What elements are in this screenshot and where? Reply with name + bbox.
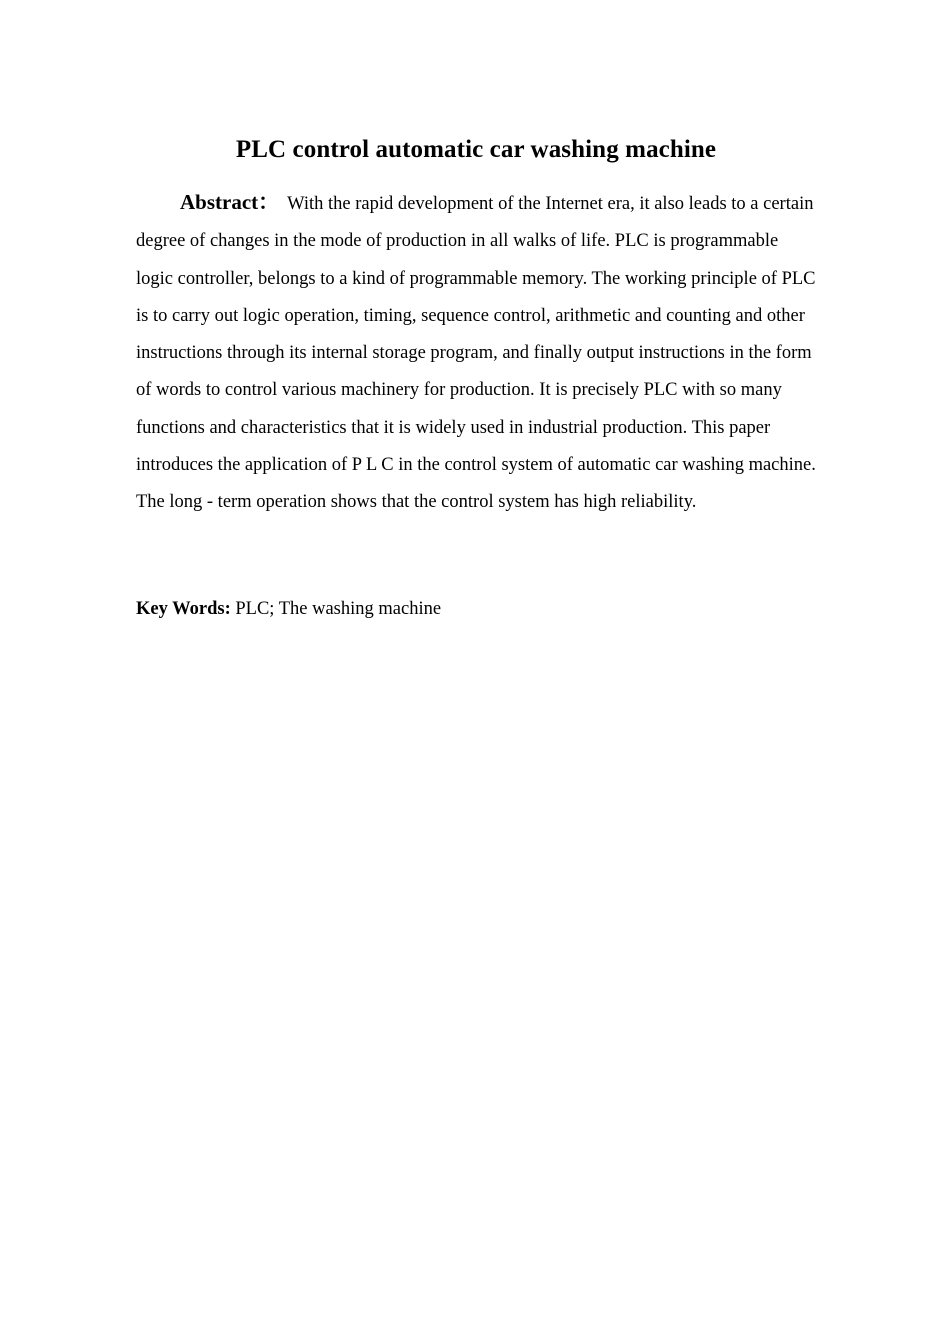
paper-title: PLC control automatic car washing machine xyxy=(235,136,717,163)
abstract-paragraph xyxy=(136,184,816,522)
keywords-label: Key Words: xyxy=(136,598,231,619)
paper-page xyxy=(136,128,816,628)
abstract-separator: ： xyxy=(258,190,280,214)
keywords-text: PLC; The washing machine xyxy=(235,598,442,619)
keywords-line xyxy=(136,591,816,628)
abstract-label: Abstract xyxy=(180,190,259,214)
abstract-text: With the rapid development of the Internet era, it also leads to a certain degree of changes in the mode of production in all walks of life. PLC is programmable logic controller, belongs to a kind of programmable memory. The working principle of PLC is to carry out logic operation, timing, sequence control, arithmetic and counting and other instructions through its internal storage program, and finally output instructions in the form of words to control various machinery for production. It is precisely PLC with so many functions and characteristics that it is widely used in industrial production. This paper introduces the application of P L C in the control system of automatic car washing machine. The long - term operation shows that the control system has high reliability. xyxy=(136,194,816,513)
